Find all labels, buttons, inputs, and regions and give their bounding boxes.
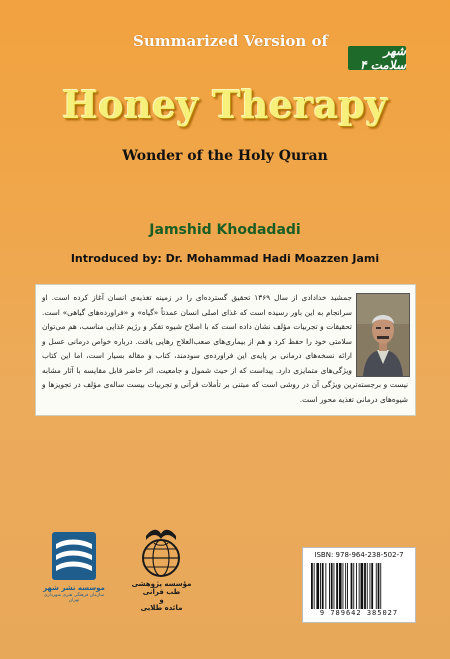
publisher-subtitle: سازمان فرهنگی هنری شهرداری تهران xyxy=(43,593,105,603)
author-bio-text xyxy=(42,291,408,409)
series-badge: شهر سلامت ۴ xyxy=(348,46,406,70)
publisher-logo xyxy=(38,528,110,608)
institute-conjunction: و xyxy=(159,596,164,604)
barcode-number: 9 789642 385027 xyxy=(319,609,399,617)
bio-paragraph: جمشید خدادادی از سال ۱۳۶۹ تحقیق گسترده‌ای را در زمینه تغذیه‌ی انسان آغاز کرده است. او سرانجام به این باور رسیده است که غذای اصلی انسان عمدتاً «گیاه» و «فراورده‌های گیاهی» است. تحقیقات و تجربیات مؤلف نشان داده است که با اصلاح شیوه تفکر و رژیم غذایی مناسب، هم می‌توان سلامتی خود را حفظ کرد و هم از بیماری‌های صعب‌العلاج رهایی یافت. درباره خواص درمانی عسل و ارائه نسخه‌های درمانی بر پایه‌ی این فراورده‌ی سودمند، کتاب و مقاله بسیار است، اما این کتاب ویژگی‌های متمایزی دارد. پیداست که از حیث شمول و جامعیت، اثر حاضر قابل مقایسه با آثار مشابه نیست و برجسته‌ترین ویژگی آن در روشی است که مبتنی بر تأملات قرآنی و تجربیات بیست ساله‌ی مؤلف در تجویزها و شیوه‌های درمانی تغذیه محور است. xyxy=(42,293,408,404)
book-title: Honey Therapy xyxy=(62,82,388,127)
institute-subtitle: مائده طلایی xyxy=(140,604,183,612)
barcode-icon xyxy=(309,563,409,609)
author-bio-box xyxy=(35,284,416,416)
author-name: Jamshid Khodadadi xyxy=(149,222,301,238)
publisher-mark-icon xyxy=(38,528,110,584)
introduced-by: Introduced by: Dr. Mohammad Hadi Moazzen Jami xyxy=(70,252,380,265)
isbn-barcode-box xyxy=(302,547,416,623)
isbn-label: ISBN: 978-964-238-502-7 xyxy=(314,551,404,559)
book-subtitle: Wonder of the Holy Quran xyxy=(122,148,328,164)
series-title: Summarized Version of xyxy=(133,32,329,50)
institute-logo xyxy=(124,522,199,612)
publisher-name: موسسه نشر شهر xyxy=(43,584,105,592)
institute-name: مؤسسه پژوهشی طب قرآنی xyxy=(131,580,192,596)
globe-book-icon xyxy=(124,522,199,580)
